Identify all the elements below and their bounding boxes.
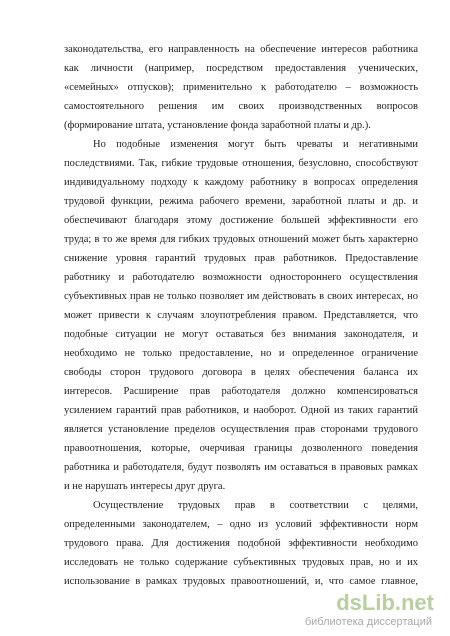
paragraph-start-line: Но подобные изменения могут быть чреваты и негативными (93, 139, 418, 150)
watermark-logo: dsLib.net (336, 590, 434, 615)
text-line: (формирование штата, установление фонда заработной платы и др.). (64, 120, 371, 131)
text-line: работника и работодателя, будут позволять им оставаться в правовых рамках (64, 462, 418, 473)
document-body (64, 40, 418, 591)
text-line: усилением гарантий прав работников, и наоборот. Одной из таких гарантий (64, 405, 418, 416)
text-line: подобные ситуации не могут оставаться без внимания законодателя, и (64, 329, 418, 340)
text-line: работнику и работодателю возможности одностороннего осуществления (64, 272, 418, 283)
text-line: интересов. Расширение прав работодателя должно компенсироваться (64, 386, 418, 397)
watermark (304, 590, 436, 630)
text-line: самостоятельного решения им своих производственных вопросов (64, 101, 418, 112)
text-line: последствиями. Так, гибкие трудовые отношения, безусловно, способствуют (64, 158, 418, 169)
text-line: как личности (например, посредством предоставления ученических, (64, 63, 418, 74)
text-line: индивидуальному подходу к каждому работнику в вопросах определения (64, 177, 418, 188)
text-line: свободы сторон трудового договора в целях обеспечения баланса их (64, 367, 418, 378)
text-line: определенными законодателем, – одно из условий эффективности норм (64, 519, 418, 530)
text-line: может привести к случаям злоупотребления правом. Представляется, что (64, 310, 418, 321)
watermark-subtitle: библиотека диссертаций (304, 616, 432, 628)
text-line: субъективных прав не только позволяет им действовать в своих интересах, но (64, 291, 418, 302)
text-line: труда; в то же время для гибких трудовых отношений может быть характерно (64, 234, 418, 245)
text-line: исследовать не только содержание субъективных трудовых прав, но и их (64, 557, 418, 568)
text-line: использование в рамках трудовых правоотношений, и, что самое главное, (64, 576, 418, 587)
text-line: обеспечивают благодаря этому достижение большей эффективности его (64, 215, 418, 226)
text-line: является установление пределов осуществления прав сторонами трудового (64, 424, 418, 435)
text-line: правоотношения, которые, очерчивая границы дозволенного поведения (64, 443, 418, 454)
paragraph-start-line: Осуществление трудовых прав в соответствии с целями, (93, 500, 418, 511)
text-line: трудового права. Для достижения подобной эффективности необходимо (64, 538, 418, 549)
text-line: «семейных» отпусков); применительно к работодателю – возможность (64, 82, 418, 93)
text-line: законодательства, его направленность на обеспечение интересов работника (64, 44, 418, 55)
text-line: и не нарушать интересы друг друга. (64, 481, 226, 492)
text-line: необходимо не только предоставление, но и определенное ограничение (64, 348, 418, 359)
text-line: трудовой функции, режима рабочего времени, заработной платы и др. и (64, 196, 418, 207)
text-line: снижение уровня гарантий трудовых прав работников. Предоставление (64, 253, 418, 264)
